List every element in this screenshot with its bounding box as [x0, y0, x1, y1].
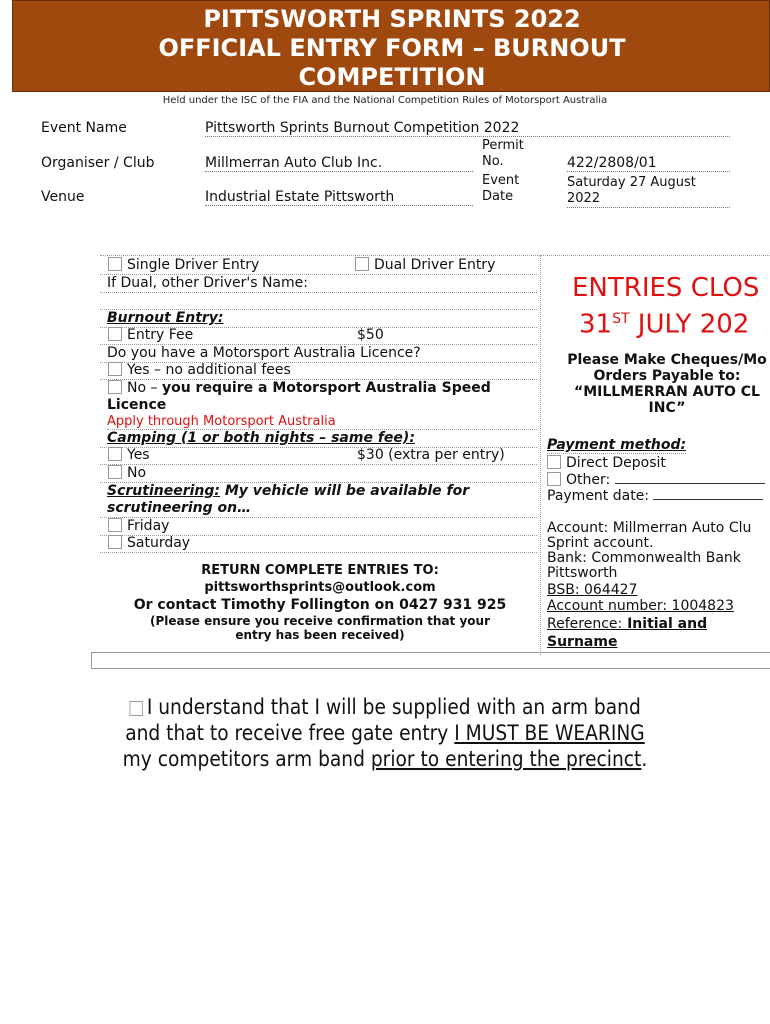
title-line-2: OFFICIAL ENTRY FORM – BURNOUT	[158, 34, 626, 62]
return-contact: Or contact Timothy Follington on 0427 931 925	[133, 597, 507, 613]
venue-label: Venue	[41, 189, 85, 205]
saturday-row	[100, 535, 537, 553]
payable-block: Please Make Cheques/Mo Orders Payable to: “MILLMERRAN AUTO CL INC”	[567, 352, 767, 416]
licence-yes-checkbox[interactable]	[108, 362, 122, 376]
permit-label: Permit No.	[482, 138, 524, 169]
licence-no-text-2: Licence	[107, 397, 167, 413]
reference-line: Reference: Initial and	[547, 616, 708, 632]
direct-deposit-checkbox[interactable]	[547, 455, 561, 469]
friday-row	[100, 518, 537, 536]
armband-declaration: I understand that I will be supplied with an arm band and that to receive free gate entry I MUST BE WEARING my competitors arm band prior to entering the precinct.	[122, 695, 648, 771]
dual-driver-checkbox[interactable]	[355, 257, 369, 271]
bsb-line: BSB: 064427	[547, 582, 638, 598]
licence-no-prefix: No –	[127, 380, 162, 396]
saturday-checkbox[interactable]	[108, 535, 122, 549]
other-payment-checkbox[interactable]	[547, 472, 561, 486]
dual-driver-label: Dual Driver Entry	[374, 257, 496, 273]
driver-entry-row	[100, 257, 537, 275]
camping-yes-label: Yes	[127, 447, 150, 463]
return-heading: RETURN COMPLETE ENTRIES TO:	[201, 563, 439, 578]
header-banner	[12, 0, 770, 92]
camping-no-checkbox[interactable]	[108, 465, 122, 479]
regulation-subtitle: Held under the ISC of the FIA and the National Competition Rules of Motorsport Australia	[162, 95, 608, 106]
direct-deposit-label: Direct Deposit	[566, 455, 666, 471]
armband-line-1: I understand that I will be supplied with an arm band	[146, 695, 641, 719]
licence-yes-label: Yes – no additional fees	[127, 362, 291, 378]
licence-yes-row	[100, 362, 537, 380]
camping-no-label: No	[127, 465, 147, 481]
return-email: pittsworthsprints@outlook.com	[204, 580, 436, 595]
licence-no-block	[100, 380, 537, 430]
other-payment-label: Other:	[566, 472, 615, 488]
payment-method-heading: Payment method:	[547, 437, 687, 453]
entry-fee-checkbox[interactable]	[108, 327, 122, 341]
saturday-label: Saturday	[127, 535, 191, 551]
other-driver-row	[100, 275, 537, 293]
camping-heading-row	[100, 430, 537, 448]
entry-fee-label: Entry Fee	[127, 327, 194, 343]
armband-must-wear: I MUST BE WEARING	[454, 721, 645, 745]
account-line-1: Account: Millmerran Auto Clu	[547, 520, 752, 536]
return-note-2: entry has been received)	[235, 628, 405, 642]
column-divider	[540, 255, 541, 655]
other-payment-field[interactable]	[615, 483, 765, 484]
entries-close-line-2: 31ST JULY 202	[579, 309, 750, 340]
other-payment-row	[547, 472, 765, 488]
armband-checkbox[interactable]	[129, 701, 142, 716]
bank-line-2: Pittsworth	[547, 565, 618, 581]
organiser-label: Organiser / Club	[41, 155, 155, 171]
entry-fee-row	[100, 327, 537, 345]
payment-date-row	[547, 489, 763, 504]
event-name-label: Event Name	[41, 120, 127, 136]
other-driver-label: If Dual, other Driver's Name:	[107, 275, 308, 291]
payment-date-label: Payment date:	[547, 488, 654, 504]
return-note-1: (Please ensure you receive confirmation that your	[150, 614, 490, 628]
venue-value: Industrial Estate Pittsworth	[205, 189, 473, 206]
scrutineering-heading: Scrutineering:	[107, 483, 220, 499]
event-name-value: Pittsworth Sprints Burnout Competition 2022	[205, 120, 730, 137]
permit-no-value: 422/2808/01	[567, 155, 730, 172]
form-top-border	[100, 255, 770, 256]
apply-note: Apply through Motorsport Australia	[107, 414, 537, 430]
licence-no-checkbox[interactable]	[108, 380, 122, 394]
camping-heading: Camping (1 or both nights – same fee):	[107, 430, 415, 446]
reference-line-2: Surname	[547, 634, 618, 650]
bank-line-1: Bank: Commonwealth Bank	[547, 550, 741, 566]
account-line-2: Sprint account.	[547, 535, 654, 551]
account-number-line: Account number: 1004823	[547, 598, 734, 614]
friday-label: Friday	[127, 518, 170, 534]
licence-no-text: you require a Motorsport Australia Speed	[161, 380, 491, 396]
camping-yes-checkbox[interactable]	[108, 447, 122, 461]
scrutineering-block: Scrutineering: My vehicle will be available for scrutineering on…	[100, 483, 537, 518]
camping-no-row	[100, 465, 537, 483]
entries-close-line-1: ENTRIES CLOS	[572, 273, 760, 303]
burnout-heading-row	[100, 310, 537, 328]
organiser-value: Millmerran Auto Club Inc.	[205, 155, 473, 172]
event-date-value: Saturday 27 August 2022	[567, 175, 730, 208]
armband-prior-entry: prior to entering the precinct	[370, 747, 642, 771]
payment-date-field[interactable]	[653, 499, 763, 500]
camping-fee: $30 (extra per entry)	[357, 447, 505, 463]
title-line-1: PITTSWORTH SPRINTS 2022	[203, 5, 581, 33]
direct-deposit-row	[547, 455, 666, 471]
single-driver-label: Single Driver Entry	[127, 257, 260, 273]
licence-question: Do you have a Motorsport Australia Licence?	[107, 345, 421, 361]
other-driver-field[interactable]	[100, 292, 537, 310]
title-line-3: COMPETITION	[298, 63, 486, 91]
friday-checkbox[interactable]	[108, 518, 122, 532]
camping-yes-row	[100, 447, 537, 465]
form-footer-field	[91, 652, 770, 669]
event-date-label: Event Date	[482, 173, 520, 204]
single-driver-checkbox[interactable]	[108, 257, 122, 271]
entry-fee-amount: $50	[357, 327, 384, 343]
burnout-heading: Burnout Entry:	[107, 310, 224, 326]
licence-question-row	[100, 345, 537, 363]
